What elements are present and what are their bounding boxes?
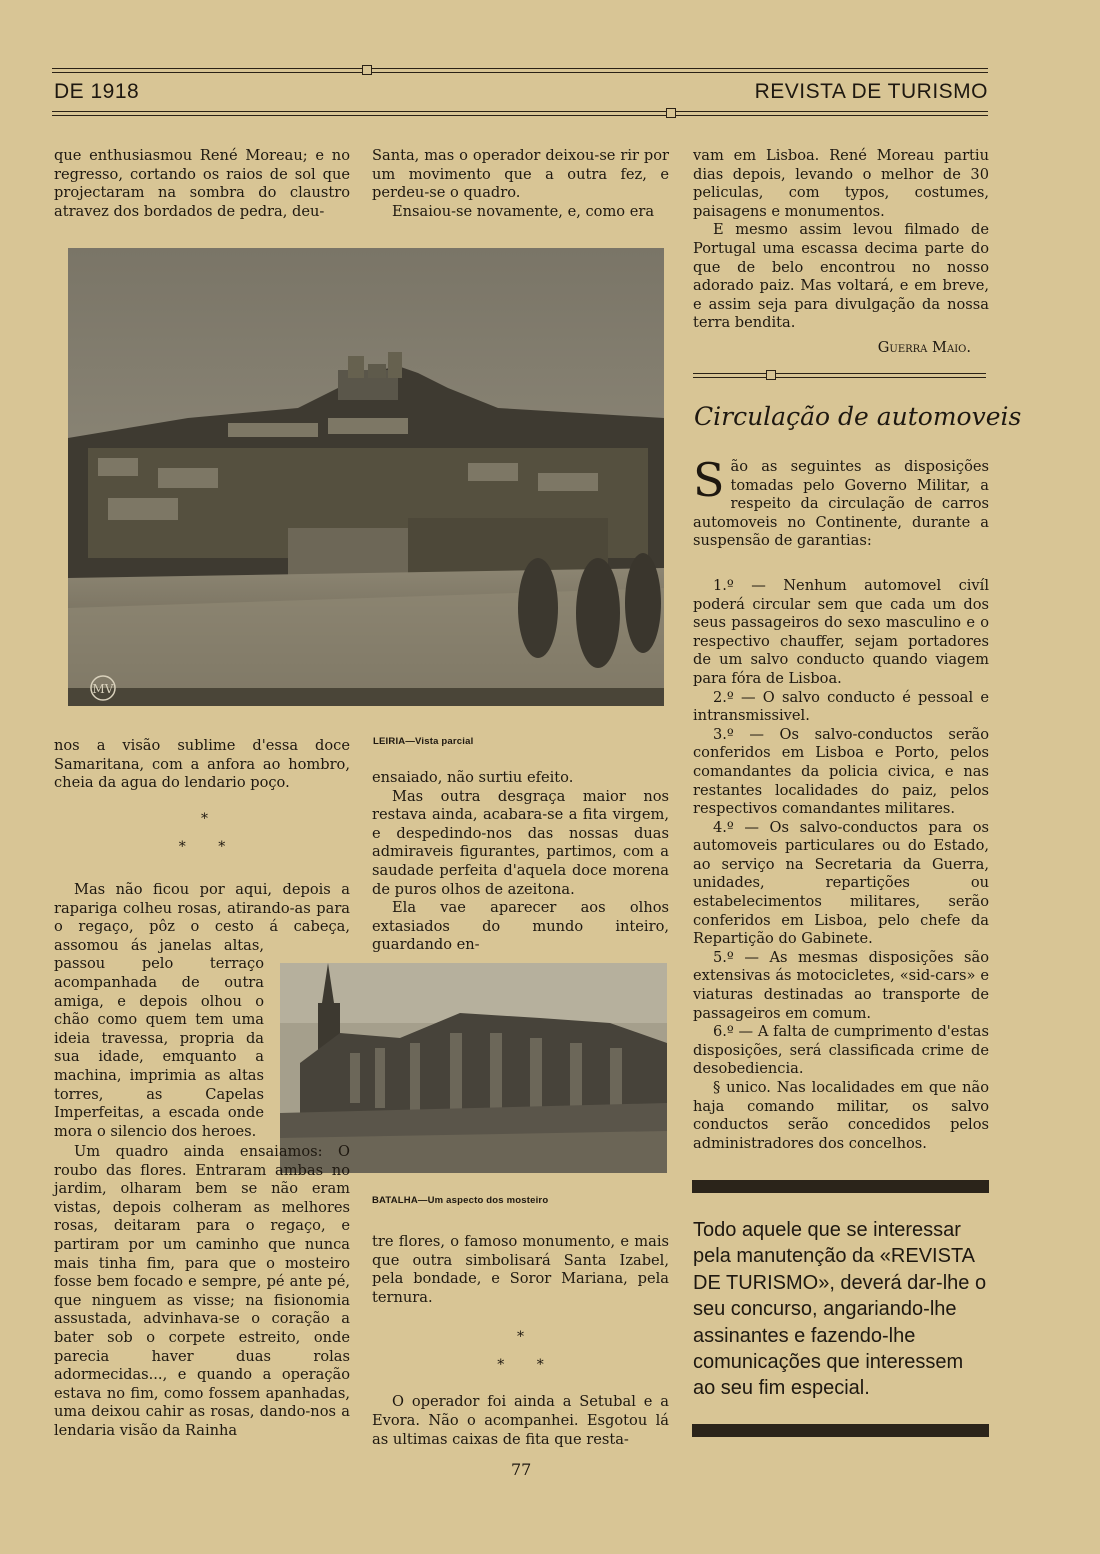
column-1-top <box>54 147 350 221</box>
paragraph-text: Mas não ficou por aqui, depois a rapariga colheu rosas, atirando-as para o regaço, pôz o cesto á cabeça, assomou ás janelas altas, passou pelo terraço acompanhada de outra amiga, e depois olhou o chão como quem tem uma ideia travessa, propria da sua idade, emquanto a machina, imprimia as altas torres, as Capelas Imperfeitas, a escada onde mora o silencio dos heroes. <box>54 881 350 1140</box>
photo-monogram: MV <box>92 682 114 696</box>
header-rule-top <box>52 68 988 73</box>
paragraph: vam em Lisboa. René Moreau partiu dias depois, levando o melhor de 30 peliculas, com typos, costumes, paisagens e monumentos. <box>693 147 989 220</box>
paragraph: Santa, mas o operador deixou-se rir por um movimento que a outra fez, e perdeu-se o quadro. <box>372 147 669 202</box>
section-break-star-pair: * * <box>497 1357 544 1374</box>
section-break-top-star: * <box>517 1329 524 1346</box>
paragraph: Mas outra desgraça maior nos restava ainda, acabara-se a fita virgem, e despedindo-nos das nossas duas admiraveis figurantes, partimos, com a saudade perfeita d'aquela doce morena de puros olhos de azeitona. <box>372 787 669 898</box>
header-rule-ornament <box>666 108 676 118</box>
header-rule-bottom <box>52 111 988 116</box>
column-3-top <box>693 147 989 358</box>
paragraph: E mesmo assim levou filmado de Portugal uma escassa decima parte do que de belo encontrou no nosso adorado paiz. Mas voltará, e em breve, e assim seja para divulgação da nossa terra bendita. <box>693 221 989 332</box>
section-break-top-star: * <box>201 810 208 827</box>
article-intro-text: ão as seguintes as disposições tomadas pelo Governo Militar, a respeito da circulação de carros automoveis no Continente, durante a suspensão de garantias: <box>693 458 989 550</box>
header-rule-ornament <box>362 65 372 75</box>
column-2-top <box>372 147 669 221</box>
paragraph: nos a visão sublime d'essa doce Samaritana, com a anfora ao hombro, cheia da agua do lendario poço. <box>54 737 350 792</box>
article-item: § unico. Nas localidades em que não haja comando militar, os salvo conductos serão concedidos pelos administradores dos concelhos. <box>693 1079 989 1152</box>
paragraph: ensaiado, não surtiu efeito. <box>372 769 574 786</box>
photo-batalha-caption: BATALHA—Um aspecto dos mosteiro <box>372 1195 549 1206</box>
article-intro <box>693 453 989 551</box>
column-1-mid <box>54 737 350 859</box>
article-title: Circulação de automoveis <box>694 402 1022 431</box>
article-item: 4.º — Os salvo-conductos para os automoveis particulares ou do Estado, ao serviço na Secretaria da Guerra, unidades, repartições ou estabelecimentos militares, serão conferidos em Lisboa, pelo chefe da Repartição do Gabinete. <box>693 818 989 948</box>
column-2-mid <box>372 769 669 955</box>
article-item: 3.º — Os salvo-conductos serão conferidos em Lisboa e Porto, pelos comandantes da policia civica, e nas restantes localidades do paiz, pelos respectivos comandantes militares. <box>693 725 989 818</box>
photo-leiria-castle <box>68 248 664 706</box>
paragraph: que enthusiasmou René Moreau; e no regresso, cortando os raios de sol que projectaram na sombra do claustro atravez dos bordados de pedra, deu- <box>54 147 350 220</box>
header-right: REVISTA DE TURISMO <box>754 80 988 103</box>
section-divider-ornament <box>766 370 776 380</box>
paragraph: tre flores, o famoso monumento, e mais que outra simbolisará Santa Izabel, pela bondade, e Soror Mariana, pela ternura. <box>372 1233 669 1306</box>
column-2-lower <box>372 1233 669 1449</box>
promo-bar-top <box>692 1180 989 1193</box>
article-item: 2.º — O salvo conducto é pessoal e intransmissivel. <box>693 688 989 725</box>
drop-cap: S <box>693 453 725 507</box>
promo-bar-bottom <box>692 1424 989 1437</box>
paragraph: O operador foi ainda a Setubal e a Evora. Não o acompanhei. Esgotou lá as ultimas caixas de fita que resta- <box>372 1393 669 1448</box>
promo-text: Todo aquele que se interessar pela manutenção da «REVISTA DE TURISMO», deverá dar-lhe o seu concurso, angariando-lhe assinantes e fazendo-lhe comunicações que interessem ao seu fim especial. <box>693 1219 987 1400</box>
column-3-article <box>693 453 989 1153</box>
photo-batalha-image <box>280 963 667 1173</box>
section-divider <box>693 373 986 378</box>
photo-leiria-caption: LEIRIA—Vista parcial <box>373 736 474 747</box>
header-left: DE 1918 <box>54 80 140 103</box>
article-item: 6.º — A falta de cumprimento d'estas disposições, será classificada crime de desobediencia. <box>693 1023 989 1078</box>
column-1-continued <box>54 1143 350 1441</box>
author-signature: Guerra Maio. <box>877 338 971 356</box>
paragraph: Ela vae aparecer aos olhos extasiados do mundo inteiro, guardando en- <box>372 899 669 954</box>
article-item: 1.º — Nenhum automovel civíl poderá circular sem que cada um dos seus passageiros do sexo masculino e o respectivo chauffer, sejam portadores de um salvo conducto quando viagem para fóra de Lisboa. <box>693 576 989 687</box>
photo-batalha-monastery <box>280 963 667 1173</box>
paragraph: Um quadro ainda ensaiamos: O roubo das flores. Entraram ambas no jardim, olharam bem se não eram vistas, depois colheram as melhores rosas, deitaram para o regaço, e partiram por um caminho que nunca mais tinha fim, para que o mosteiro fosse bem focado e sempre, pé ante pé, que ninguem as visse; na fisionomia assustada, advinhava-se o coração a bater sob o corpete estreito, onde parecia haver duas rolas adormecidas..., e quando a operação estava no fim, como fossem apanhadas, uma deixou cahir as rosas, dando-nos a lendaria visão da Rainha <box>54 1143 350 1439</box>
photo-leiria-image <box>68 248 664 706</box>
section-break-star-pair: * * <box>178 838 226 855</box>
page-number: 77 <box>511 1460 532 1479</box>
article-item: 5.º — As mesmas disposições são extensivas ás motocicletes, «sid-cars» e viaturas destinadas ao transporte de passageiros em comum. <box>693 948 989 1022</box>
paragraph: Ensaiou-se novamente, e, como era <box>392 202 655 220</box>
